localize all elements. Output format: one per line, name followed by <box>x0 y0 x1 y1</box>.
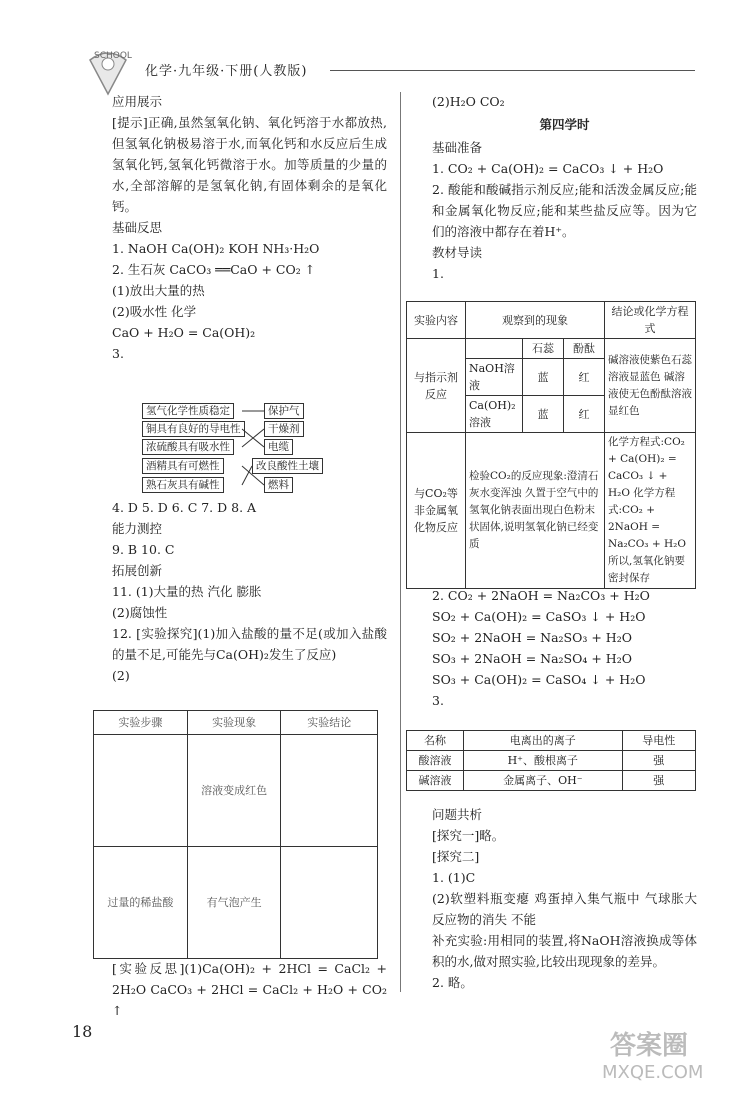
answer-paragraph: (2)软塑料瓶变瘪 鸡蛋掉入集气瓶中 气球胀大 反应物的消失 不能 <box>432 891 697 927</box>
answer-line: 9. B 10. C <box>112 542 175 557</box>
table-cell: 碱溶液 <box>407 771 464 791</box>
table-cell: 金属离子、OH⁻ <box>464 771 623 791</box>
table-cell: 检验CO₂的反应现象:澄清石灰水变浑浊 久置于空气中的氢氧化钠表面出现白色粉末状固体,说明氢氧化钠已经变质 <box>466 433 605 589</box>
answer-paragraph: [实验反思](1)Ca(OH)₂ + 2HCl = CaCl₂ + 2H₂O CaCO₃ + 2HCl = CaCl₂ + H₂O + CO₂ ↑ <box>112 961 387 1018</box>
left-column-mid <box>112 497 387 686</box>
reaction-table <box>406 301 696 589</box>
match-left-item: 酒精具有可燃性 <box>142 458 224 474</box>
table-cell: 有气泡产生 <box>187 847 281 959</box>
right-column-bottom <box>432 804 697 993</box>
matching-diagram <box>142 403 357 493</box>
table-cell: NaOH溶液 <box>466 359 523 396</box>
heading-wenti: 问题共析 <box>432 807 483 822</box>
table-header: 电离出的离子 <box>464 731 623 751</box>
matching-lines <box>142 403 357 495</box>
table-cell: 强 <box>622 751 695 771</box>
section-title: 第四学时 <box>539 117 590 132</box>
table-cell: 化学方程式:CO₂ + Ca(OH)₂ = CaCO₃ ↓ + H₂O 化学方程式:CO₂ + 2NaOH = Na₂CO₃ + H₂O 所以,氢氧化钠要密封保存 <box>605 433 696 589</box>
answer-paragraph: 补充实验:用相同的装置,将NaOH溶液换成等体积的水,做对照实验,比较出现现象的差异。 <box>432 933 697 969</box>
answer-line: 2. 略。 <box>432 975 473 990</box>
table-cell: Ca(OH)₂溶液 <box>466 396 523 433</box>
table-cell: 溶液变成红色 <box>187 735 281 847</box>
table-cell <box>281 847 378 959</box>
equation-line: SO₂ + 2NaOH = Na₂SO₃ + H₂O <box>432 630 632 645</box>
table-header: 实验现象 <box>187 711 281 735</box>
answer-line: 4. D 5. D 6. C 7. D 8. A <box>112 500 257 515</box>
table-header: 实验步骤 <box>94 711 188 735</box>
equation-line: SO₃ + 2NaOH = Na₂SO₄ + H₂O <box>432 651 632 666</box>
heading-jichuzhunbei: 基础准备 <box>432 140 483 155</box>
table-cell: 过量的稀盐酸 <box>94 847 188 959</box>
match-right-item: 干燥剂 <box>264 421 304 437</box>
answer-line: [探究二] <box>432 849 480 864</box>
table-header: 结论或化学方程式 <box>605 302 696 339</box>
table-subheader: 石蕊 <box>523 339 564 359</box>
table-header: 实验结论 <box>281 711 378 735</box>
match-right-item: 电缆 <box>264 439 293 455</box>
table-header: 实验内容 <box>407 302 466 339</box>
ion-table <box>406 730 696 791</box>
match-left-item: 熟石灰具有碱性 <box>142 477 224 493</box>
match-left-item: 铜具有良好的导电性 <box>142 421 245 437</box>
table-cell: 酸溶液 <box>407 751 464 771</box>
answer-line: CaO + H₂O = Ca(OH)₂ <box>112 325 256 340</box>
answer-line: 3. <box>432 693 444 708</box>
header-title: 化学·九年级·下册(人教版) <box>145 64 308 79</box>
answer-line: 11. (1)大量的热 汽化 膨胀 <box>112 584 262 599</box>
right-column-mid <box>432 585 697 711</box>
heading-jiaocai: 教材导读 <box>432 245 483 260</box>
table-cell: 碱溶液使紫色石蕊溶液显蓝色 碱溶液使无色酚酞溶液显红色 <box>605 339 696 433</box>
match-right-item: 保护气 <box>264 403 304 419</box>
answer-line: (2)H₂O CO₂ <box>432 94 505 109</box>
left-column-top <box>112 91 387 364</box>
table-cell: 红 <box>564 359 605 396</box>
table-cell: 蓝 <box>523 396 564 433</box>
match-left-item: 浓硫酸具有吸水性 <box>142 439 234 455</box>
hint-paragraph: [提示]正确,虽然氢氧化钠、氧化钙溶于水都放热,但氢氧化钠极易溶于水,而氧化钙和水反应后生成氢氧化钙,氢氧化钙微溶于水。加等质量的少量的水,全部溶解的是氢氧化钠,有固体剩余的是氧化钙。 <box>112 115 387 214</box>
answer-line: 3. <box>112 346 124 361</box>
experiment-table <box>93 710 378 959</box>
answer-paragraph: 2. 酸能和酸碱指示剂反应;能和活泼金属反应;能和金属氧化物反应;能和某些盐反应等。因为它们的溶液中都存在着H⁺。 <box>432 182 697 239</box>
page-number: 18 <box>72 1022 93 1041</box>
answer-line: 1. (1)C <box>432 870 476 885</box>
table-header: 观察到的现象 <box>466 302 605 339</box>
table-cell: 红 <box>564 396 605 433</box>
answer-line: (2) <box>112 668 130 683</box>
equation-line: 2. CO₂ + 2NaOH = Na₂CO₃ + H₂O <box>432 588 650 603</box>
table-cell: 与CO₂等非金属氧化物反应 <box>407 433 466 589</box>
match-right-item: 燃料 <box>264 477 293 493</box>
header-rule <box>330 70 695 71</box>
answer-line: [探究一]略。 <box>432 828 505 843</box>
match-left-item: 氢气化学性质稳定 <box>142 403 234 419</box>
table-cell: 强 <box>622 771 695 791</box>
table-cell <box>281 735 378 847</box>
table-header: 导电性 <box>622 731 695 751</box>
table-header: 名称 <box>407 731 464 751</box>
school-logo <box>80 42 136 98</box>
table-cell: 与指示剂反应 <box>407 339 466 433</box>
answer-paragraph: 12. [实验探究](1)加入盐酸的量不足(或加入盐酸的量不足,可能先与Ca(OH)₂发生了反应) <box>112 626 387 662</box>
answer-line: 1. <box>432 266 444 281</box>
column-divider <box>400 92 401 992</box>
heading-nengli: 能力测控 <box>112 521 163 536</box>
table-cell <box>94 735 188 847</box>
answer-line: (2)腐蚀性 <box>112 605 168 620</box>
watermark-logo: 答案圈 <box>610 1031 689 1061</box>
answer-line: 1. CO₂ + Ca(OH)₂ = CaCO₃ ↓ + H₂O <box>432 161 664 176</box>
heading-tuozhan: 拓展创新 <box>112 563 163 578</box>
answer-line: 2. 生石灰 CaCO₃ ══CaO + CO₂ ↑ <box>112 262 316 277</box>
table-cell: H⁺、酸根离子 <box>464 751 623 771</box>
answer-line: 1. NaOH Ca(OH)₂ KOH NH₃·H₂O <box>112 241 320 256</box>
answer-line: (1)放出大量的热 <box>112 283 205 298</box>
svg-text:SCHOOL: SCHOOL <box>94 51 132 61</box>
heading-yingyong: 应用展示 <box>112 94 163 109</box>
heading-jichu: 基础反思 <box>112 220 163 235</box>
left-column-bottom <box>112 958 387 1021</box>
table-cell: 蓝 <box>523 359 564 396</box>
answer-line: (2)吸水性 化学 <box>112 304 197 319</box>
equation-line: SO₂ + Ca(OH)₂ = CaSO₃ ↓ + H₂O <box>432 609 646 624</box>
right-column-top <box>432 91 697 284</box>
watermark-url: MXQE.COM <box>602 1062 704 1083</box>
table-subheader: 酚酞 <box>564 339 605 359</box>
equation-line: SO₃ + Ca(OH)₂ = CaSO₄ ↓ + H₂O <box>432 672 646 687</box>
match-right-item: 改良酸性土壤 <box>252 458 323 474</box>
